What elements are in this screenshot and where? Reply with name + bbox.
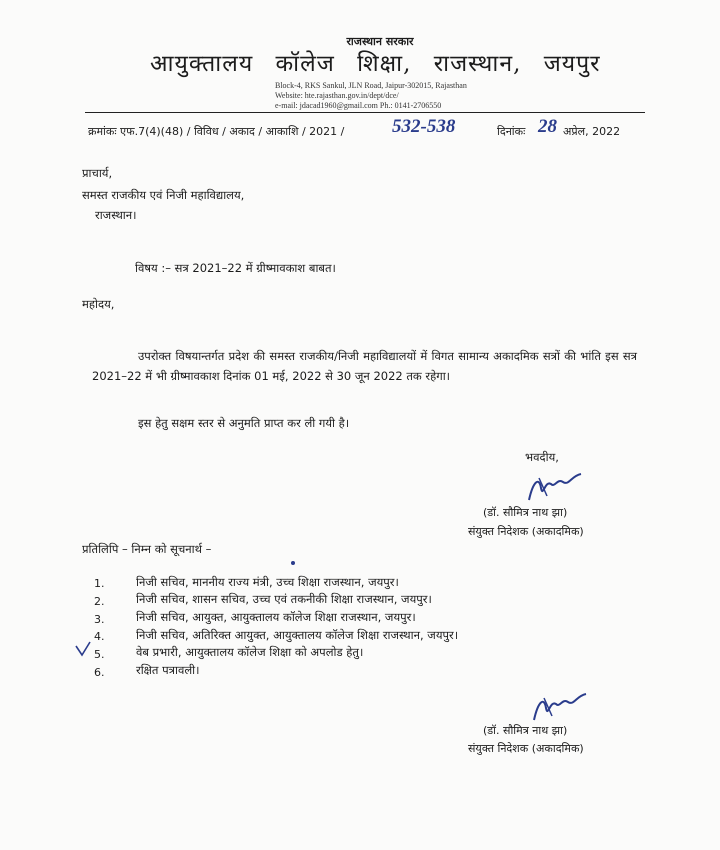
copy-item-number: 1. <box>94 577 105 590</box>
salutation: महोदय, <box>82 297 115 311</box>
header-divider <box>85 112 645 113</box>
signature-2 <box>530 690 590 726</box>
copy-item-text: निजी सचिव, अतिरिक्त आयुक्त, आयुक्तालय कॉलेज शिक्षा राजस्थान, जयपुर। <box>136 628 459 642</box>
office-name: आयुक्तालय कॉलेज शिक्षा, राजस्थान, जयपुर <box>150 51 601 77</box>
copy-item-text: निजी सचिव, माननीय राज्य मंत्री, उच्च शिक्षा राजस्थान, जयपुर। <box>136 575 399 589</box>
copy-item-number: 2. <box>94 595 105 608</box>
recipient-line-2: समस्त राजकीय एवं निजी महाविद्यालय, <box>82 188 245 202</box>
office-contact: e-mail: jdacad1960@gmail.com Ph.: 0141-2706550 <box>275 101 442 110</box>
copy-item-text: रक्षित पत्रावली। <box>136 663 200 677</box>
signatory-designation-1: संयुक्त निदेशक (अकादमिक) <box>468 525 584 538</box>
office-website: Website: hte.rajasthan.gov.in/dept/dce/ <box>275 91 399 100</box>
copy-item-text: वेब प्रभारी, आयुक्तालय कॉलेज शिक्षा को अपलोड हेतु। <box>136 645 364 659</box>
subject-line: विषय :– सत्र 2021–22 में ग्रीष्मावकाश बाबत। <box>135 261 336 275</box>
copy-item-text: निजी सचिव, शासन सचिव, उच्च एवं तकनीकी शिक्षा राजस्थान, जयपुर। <box>136 592 432 606</box>
ink-dot-mark <box>291 561 295 565</box>
date-label: दिनांकः <box>497 125 526 138</box>
copy-item-number: 6. <box>94 666 105 679</box>
tick-mark-icon <box>74 640 92 658</box>
body-paragraph-2: इस हेतु सक्षम स्तर से अनुमति प्राप्त कर ली गयी है। <box>138 416 350 430</box>
signatory-name-2: (डॉ. सौमित्र नाथ झा) <box>483 724 568 737</box>
government-title: राजस्थान सरकार <box>346 35 414 48</box>
recipient-line-3: राजस्थान। <box>95 208 137 222</box>
signatory-name-1: (डॉ. सौमित्र नाथ झा) <box>483 506 568 519</box>
copy-item-number: 5. <box>94 648 105 661</box>
copy-item-text: निजी सचिव, आयुक्त, आयुक्तालय कॉलेज शिक्षा राजस्थान, जयपुर। <box>136 610 416 624</box>
date-month-year: अप्रेल, 2022 <box>563 125 621 138</box>
copy-item-number: 4. <box>94 630 105 643</box>
body-paragraph-1: उपरोक्त विषयान्तर्गत प्रदेश की समस्त राजकीय/निजी महाविद्यालयों में विगत सामान्य अकादमिक सत्रों की भांति इस सत्र 2021–22 में भी ग्रीष्मावकाश दिनांक 01 मई, 2022 से 30 जून 2022 तक रहेगा। <box>92 349 637 383</box>
copy-item-number: 3. <box>94 613 105 626</box>
closing-text: भवदीय, <box>525 450 559 464</box>
recipient-line-1: प्राचार्य, <box>82 166 113 180</box>
signature-1 <box>525 470 585 506</box>
handwritten-date-day: 28 <box>538 116 557 137</box>
copy-to-heading: प्रतिलिपि – निम्न को सूचनार्थ – <box>82 542 212 556</box>
office-address: Block-4, RKS Sankul, JLN Road, Jaipur-302015, Rajasthan <box>275 81 467 90</box>
handwritten-dispatch-number: 532-538 <box>392 116 456 137</box>
reference-number: क्रमांकः एफ.7(4)(48) / विविध / अकाद / आकाशि / 2021 / <box>88 125 345 138</box>
signatory-designation-2: संयुक्त निदेशक (अकादमिक) <box>468 742 584 755</box>
